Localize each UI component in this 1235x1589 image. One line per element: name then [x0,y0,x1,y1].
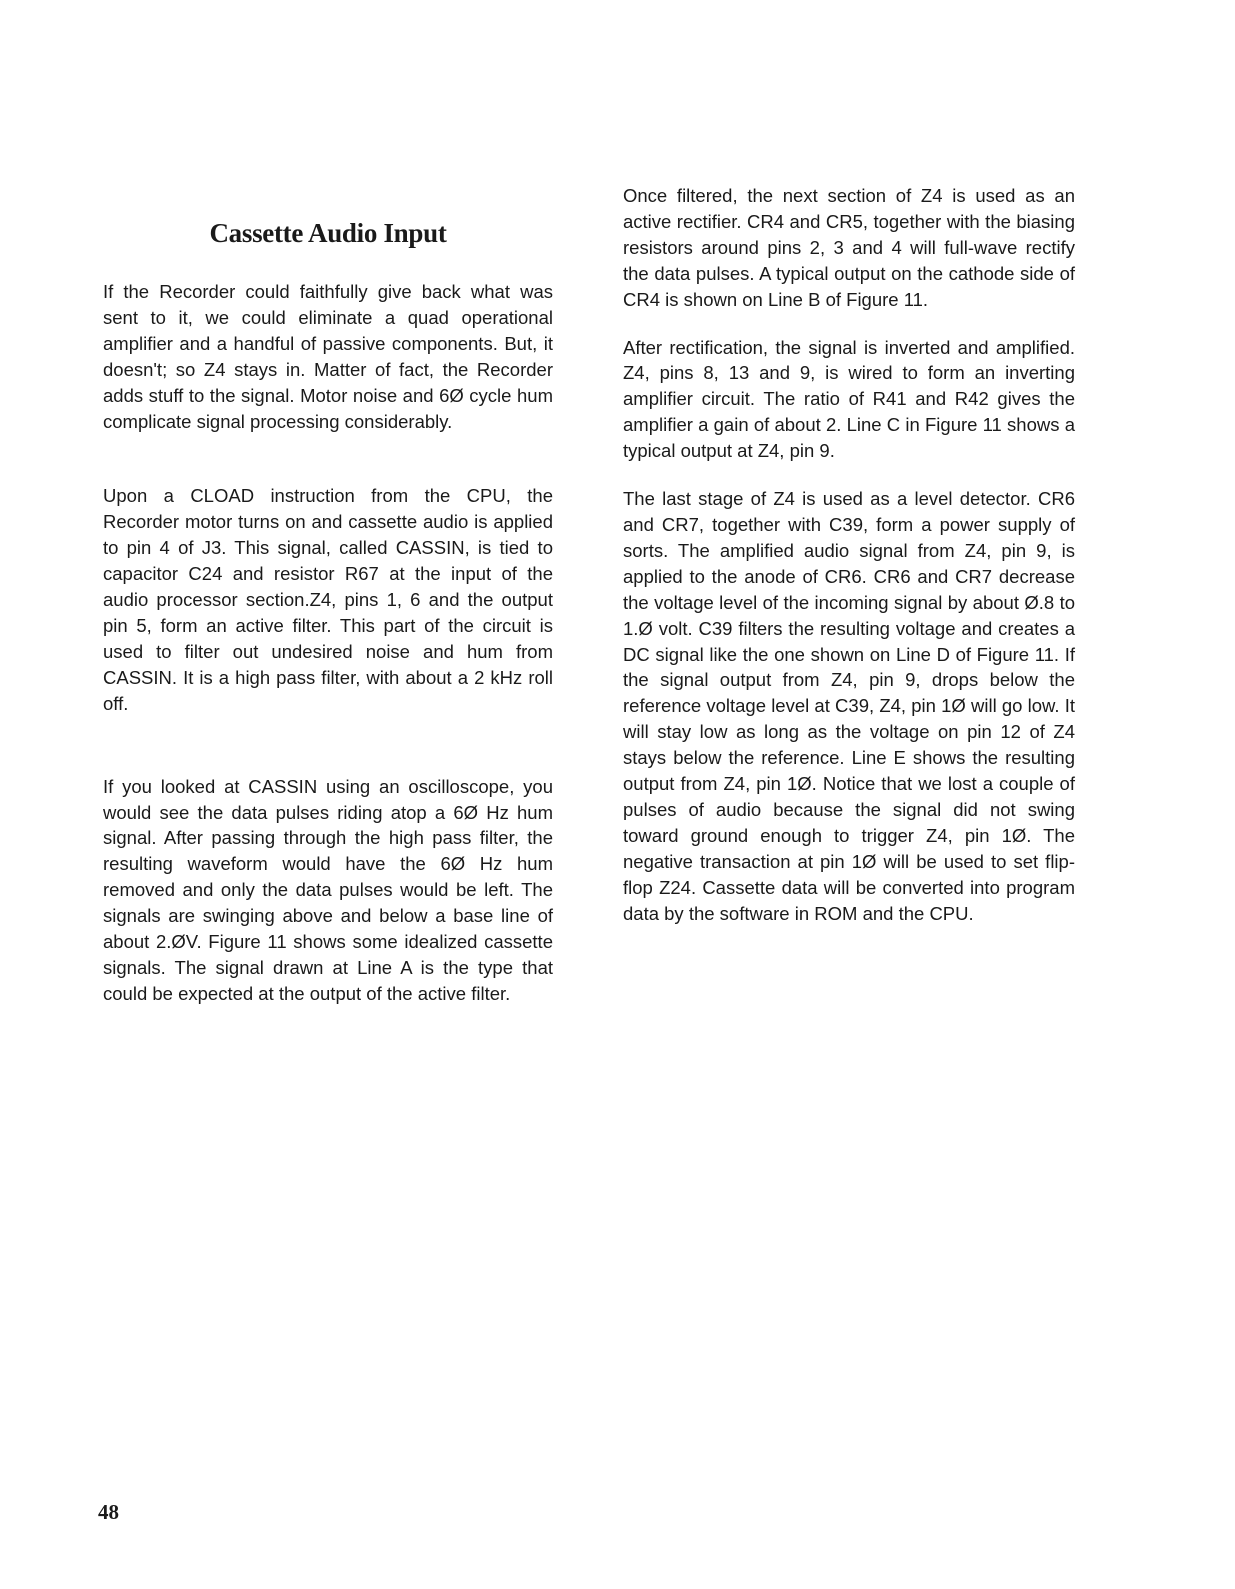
paragraph: If the Recorder could faithfully give back what was sent to it, we could eliminate a quad operational amplifier and a handful of passive components. But, it doesn't; so Z4 stays in. Matter of fact, the Recorder adds stuff to the signal. Motor noise and 6Ø cycle hum complicate signal processing considerably. [103,281,553,432]
section-heading: Cassette Audio Input [209,218,447,248]
right-column [623,183,1075,926]
paragraph: After rectification, the signal is inverted and amplified. Z4, pins 8, 13 and 9, is wired to form an inverting amplifier circuit. The ratio of R41 and R42 gives the amplifier a gain of about 2. Line C in Figure 11 shows a typical output at Z4, pin 9. [623,336,1075,462]
left-column [103,218,553,1007]
paragraph: If you looked at CASSIN using an oscilloscope, you would see the data pulses riding atop a 6Ø Hz hum signal. After passing through the high pass filter, the resulting waveform would have the 6Ø Hz hum removed and only the data pulses would be left. The signals are swinging above and below a base line of about 2.ØV. Figure 11 shows some idealized cassette signals. The signal drawn at Line A is the type that could be expected at the output of the active filter. [103,775,553,1004]
paragraph: Upon a CLOAD instruction from the CPU, the Recorder motor turns on and cassette audio is applied to pin 4 of J3. This signal, called CASSIN, is tied to capacitor C24 and resistor R67 at the input of the audio processor section.Z4, pins 1, 6 and the output pin 5, form an active filter. This part of the circuit is used to filter out undesired noise and hum from CASSIN. It is a high pass filter, with about a 2 kHz roll off. [103,485,553,714]
paragraph: Once filtered, the next section of Z4 is used as an active rectifier. CR4 and CR5, together with the biasing resistors around pins 2, 3 and 4 will full-wave rectify the data pulses. A typical output on the cathode side of CR4 is shown on Line B of Figure 11. [623,185,1075,310]
paragraph: The last stage of Z4 is used as a level detector. CR6 and CR7, together with C39, form a power supply of sorts. The amplified audio signal from Z4, pin 9, is applied to the anode of CR6. CR6 and CR7 decrease the voltage level of the incoming signal by about Ø.8 to 1.Ø volt. C39 filters the resulting voltage and creates a DC signal like the one shown on Line D of Figure 11. If the signal output from Z4, pin 9, drops below the reference voltage level at C39, Z4, pin 1Ø will go low. It will stay low as long as the voltage on pin 12 of Z4 stays below the reference. Line E shows the resulting output from Z4, pin 1Ø. Notice that we lost a couple of pulses of audio because the signal did not swing toward ground enough to trigger Z4, pin 1Ø. The negative transaction at pin 1Ø will be used to set flip-flop Z24. Cassette data will be converted into program data by the software in ROM and the CPU. [623,488,1075,924]
page-number: 48 [98,1500,119,1524]
